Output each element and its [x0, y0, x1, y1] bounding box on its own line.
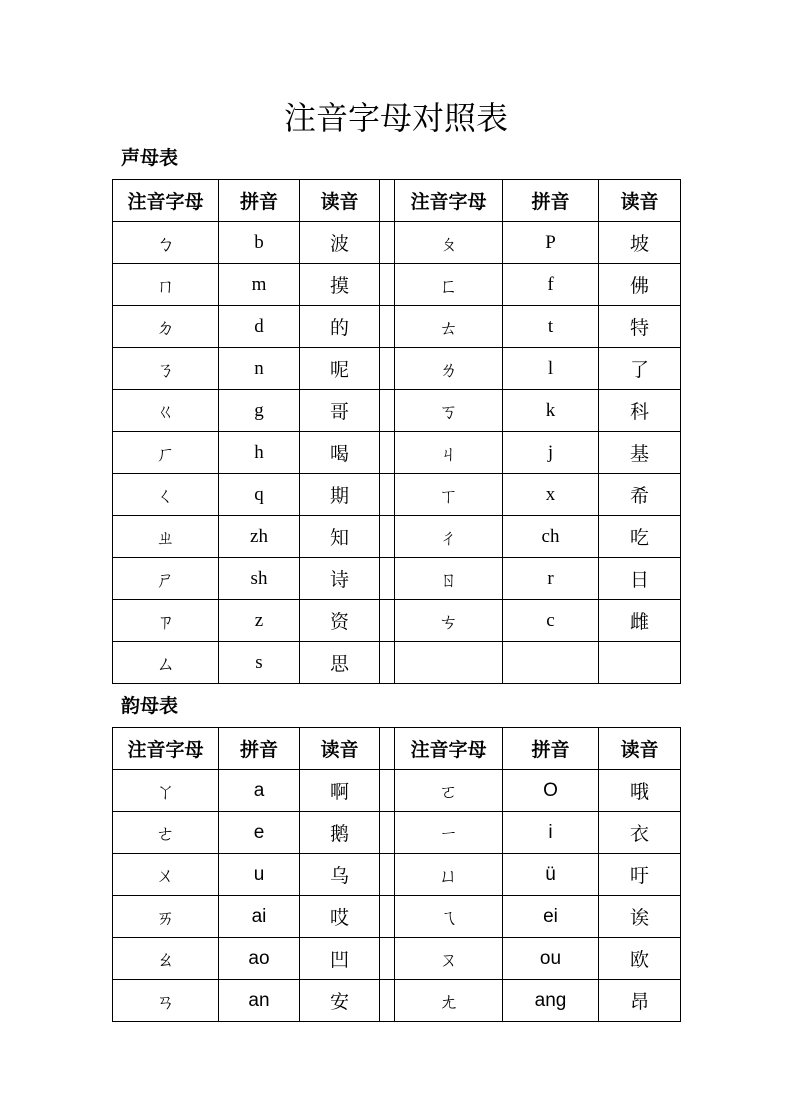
zhuyin-cell: ㄆ: [395, 222, 503, 264]
reading-cell: 期: [300, 474, 380, 516]
reading-cell: 资: [300, 600, 380, 642]
reading-cell: 希: [599, 474, 681, 516]
pinyin-cell: i: [503, 812, 599, 854]
zhuyin-cell: ㄉ: [113, 306, 219, 348]
zhuyin-cell: ㄊ: [395, 306, 503, 348]
zhuyin-cell: ㄖ: [395, 558, 503, 600]
header-reading: 读音: [599, 728, 681, 770]
pinyin-cell: ao: [219, 938, 300, 980]
reading-cell: 思: [300, 642, 380, 684]
reading-cell: 日: [599, 558, 681, 600]
pinyin-cell: l: [503, 348, 599, 390]
zhuyin-cell: ㄓ: [113, 516, 219, 558]
reading-cell: 安: [300, 980, 380, 1022]
column-gap: [380, 854, 395, 896]
pinyin-cell: j: [503, 432, 599, 474]
table-row: [113, 516, 681, 558]
table-row: [113, 222, 681, 264]
table-row: [113, 474, 681, 516]
pinyin-cell: an: [219, 980, 300, 1022]
reading-cell: 衣: [599, 812, 681, 854]
zhuyin-cell: ㄛ: [395, 770, 503, 812]
reading-cell: 科: [599, 390, 681, 432]
header-zhuyin: 注音字母: [113, 728, 219, 770]
table-row: [113, 600, 681, 642]
reading-cell: 欧: [599, 938, 681, 980]
zhuyin-cell: ㄋ: [113, 348, 219, 390]
column-gap: [380, 222, 395, 264]
pinyin-cell: s: [219, 642, 300, 684]
column-gap: [380, 642, 395, 684]
zhuyin-cell: ㄌ: [395, 348, 503, 390]
zhuyin-cell: ㄠ: [113, 938, 219, 980]
zhuyin-cell: ㄙ: [113, 642, 219, 684]
zhuyin-cell: ㄘ: [395, 600, 503, 642]
table-row: [113, 812, 681, 854]
pinyin-cell: ang: [503, 980, 599, 1022]
column-gap: [380, 728, 395, 770]
header-reading: 读音: [300, 180, 380, 222]
header-zhuyin: 注音字母: [395, 180, 503, 222]
pinyin-cell: n: [219, 348, 300, 390]
column-gap: [380, 770, 395, 812]
zhuyin-cell: ㄡ: [395, 938, 503, 980]
pinyin-cell: [503, 642, 599, 684]
table-row: [113, 348, 681, 390]
zhuyin-cell: ㄍ: [113, 390, 219, 432]
column-gap: [380, 474, 395, 516]
finals-table: [112, 727, 681, 1022]
column-gap: [380, 600, 395, 642]
pinyin-cell: d: [219, 306, 300, 348]
column-gap: [380, 558, 395, 600]
table-row: [113, 642, 681, 684]
zhuyin-cell: ㄢ: [113, 980, 219, 1022]
header-pinyin: 拼音: [219, 728, 300, 770]
column-gap: [380, 896, 395, 938]
pinyin-cell: O: [503, 770, 599, 812]
reading-cell: 基: [599, 432, 681, 474]
reading-cell: 诗: [300, 558, 380, 600]
header-reading: 读音: [599, 180, 681, 222]
pinyin-cell: f: [503, 264, 599, 306]
column-gap: [380, 938, 395, 980]
pinyin-cell: ü: [503, 854, 599, 896]
column-gap: [380, 812, 395, 854]
pinyin-cell: m: [219, 264, 300, 306]
reading-cell: 雌: [599, 600, 681, 642]
reading-cell: 的: [300, 306, 380, 348]
table-row: [113, 264, 681, 306]
reading-cell: 乌: [300, 854, 380, 896]
pinyin-cell: a: [219, 770, 300, 812]
pinyin-cell: q: [219, 474, 300, 516]
reading-cell: 喝: [300, 432, 380, 474]
header-reading: 读音: [300, 728, 380, 770]
zhuyin-cell: ㄒ: [395, 474, 503, 516]
initials-section-label: 声母表: [121, 147, 179, 169]
table-row: [113, 432, 681, 474]
finals-header-row: [113, 728, 681, 770]
zhuyin-cell: ㄟ: [395, 896, 503, 938]
zhuyin-cell: ㄐ: [395, 432, 503, 474]
reading-cell: 佛: [599, 264, 681, 306]
reading-cell: 吃: [599, 516, 681, 558]
pinyin-cell: sh: [219, 558, 300, 600]
reading-cell: 知: [300, 516, 380, 558]
column-gap: [380, 348, 395, 390]
zhuyin-cell: ㄈ: [395, 264, 503, 306]
reading-cell: 波: [300, 222, 380, 264]
reading-cell: 哦: [599, 770, 681, 812]
pinyin-cell: u: [219, 854, 300, 896]
zhuyin-cell: ㄞ: [113, 896, 219, 938]
reading-cell: 了: [599, 348, 681, 390]
reading-cell: 哥: [300, 390, 380, 432]
pinyin-cell: ou: [503, 938, 599, 980]
initials-table-body: [113, 222, 681, 684]
column-gap: [380, 306, 395, 348]
zhuyin-cell: ㄜ: [113, 812, 219, 854]
zhuyin-cell: ㄎ: [395, 390, 503, 432]
zhuyin-cell: ㄗ: [113, 600, 219, 642]
column-gap: [380, 390, 395, 432]
pinyin-cell: r: [503, 558, 599, 600]
zhuyin-cell: [395, 642, 503, 684]
zhuyin-cell: ㄩ: [395, 854, 503, 896]
reading-cell: 吁: [599, 854, 681, 896]
page-title: 注音字母对照表: [283, 99, 508, 137]
reading-cell: 哎: [300, 896, 380, 938]
header-pinyin: 拼音: [503, 180, 599, 222]
reading-cell: 啊: [300, 770, 380, 812]
header-pinyin: 拼音: [219, 180, 300, 222]
reading-cell: 特: [599, 306, 681, 348]
column-gap: [380, 516, 395, 558]
table-row: [113, 390, 681, 432]
column-gap: [380, 264, 395, 306]
header-zhuyin: 注音字母: [113, 180, 219, 222]
reading-cell: 诶: [599, 896, 681, 938]
initials-table: [112, 179, 681, 684]
pinyin-cell: g: [219, 390, 300, 432]
zhuyin-cell: ㄤ: [395, 980, 503, 1022]
table-row: [113, 558, 681, 600]
table-row: [113, 938, 681, 980]
pinyin-cell: ei: [503, 896, 599, 938]
pinyin-cell: b: [219, 222, 300, 264]
column-gap: [380, 432, 395, 474]
reading-cell: 呢: [300, 348, 380, 390]
pinyin-cell: ch: [503, 516, 599, 558]
zhuyin-cell: ㄅ: [113, 222, 219, 264]
reading-cell: 坡: [599, 222, 681, 264]
reading-cell: 凹: [300, 938, 380, 980]
zhuyin-cell: ㄧ: [395, 812, 503, 854]
header-pinyin: 拼音: [503, 728, 599, 770]
table-row: [113, 770, 681, 812]
pinyin-cell: t: [503, 306, 599, 348]
reading-cell: [599, 642, 681, 684]
table-row: [113, 306, 681, 348]
reading-cell: 鹅: [300, 812, 380, 854]
header-zhuyin: 注音字母: [395, 728, 503, 770]
column-gap: [380, 980, 395, 1022]
zhuyin-cell: ㄔ: [395, 516, 503, 558]
pinyin-cell: h: [219, 432, 300, 474]
pinyin-cell: c: [503, 600, 599, 642]
zhuyin-cell: ㄕ: [113, 558, 219, 600]
finals-section-label: 韵母表: [121, 695, 179, 717]
pinyin-cell: k: [503, 390, 599, 432]
zhuyin-cell: ㄑ: [113, 474, 219, 516]
finals-table-body: [113, 770, 681, 1022]
initials-header-row: [113, 180, 681, 222]
column-gap: [380, 180, 395, 222]
table-row: [113, 896, 681, 938]
pinyin-cell: x: [503, 474, 599, 516]
zhuyin-cell: ㄨ: [113, 854, 219, 896]
pinyin-cell: z: [219, 600, 300, 642]
pinyin-cell: zh: [219, 516, 300, 558]
reading-cell: 昂: [599, 980, 681, 1022]
table-row: [113, 980, 681, 1022]
zhuyin-cell: ㄏ: [113, 432, 219, 474]
reading-cell: 摸: [300, 264, 380, 306]
table-row: [113, 854, 681, 896]
pinyin-cell: P: [503, 222, 599, 264]
pinyin-cell: ai: [219, 896, 300, 938]
zhuyin-cell: ㄚ: [113, 770, 219, 812]
pinyin-cell: e: [219, 812, 300, 854]
zhuyin-cell: ㄇ: [113, 264, 219, 306]
